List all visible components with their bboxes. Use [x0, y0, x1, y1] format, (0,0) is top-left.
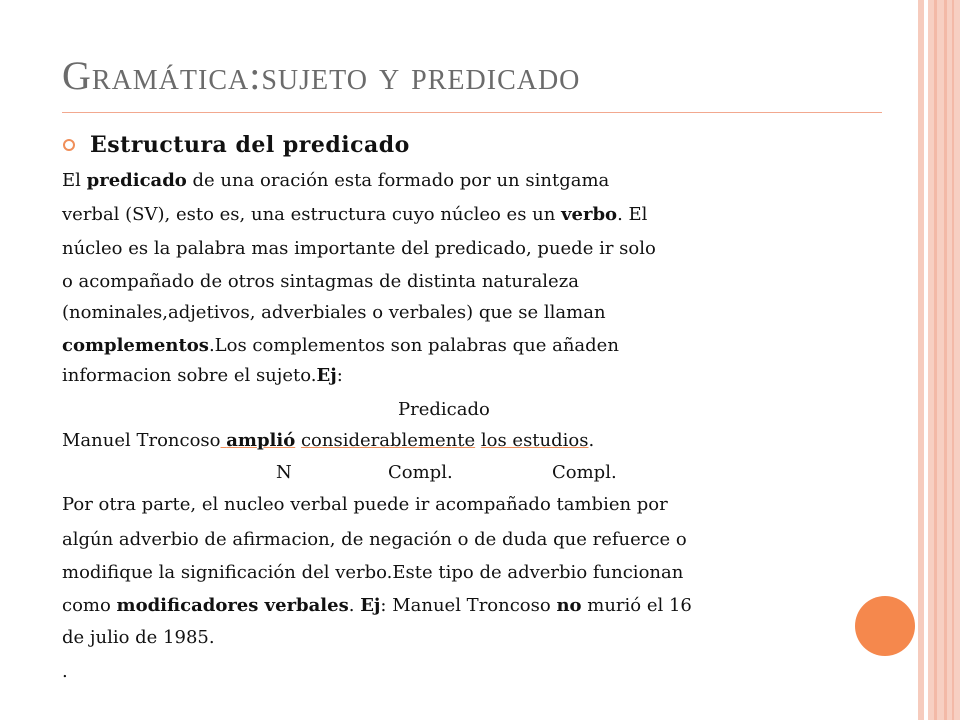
text-run: . [348, 595, 361, 616]
body-line: (nominales,adjetivos, adverbiales o verbales) que se llaman [62, 302, 606, 323]
bold-term: Ej [316, 365, 337, 386]
body-line [62, 363, 343, 389]
text-run: murió el 16 [581, 595, 692, 616]
text-run: como [62, 595, 117, 616]
body-line: de julio de 1985. [62, 627, 215, 648]
decor-stripe [944, 0, 947, 720]
text-run: . [588, 430, 595, 451]
decor-stripe [952, 0, 954, 720]
example-sentence [62, 428, 594, 454]
bold-term: no [556, 595, 582, 616]
decor-circle [855, 596, 915, 656]
body-line [62, 333, 619, 359]
slide-title: Gramática:sujeto y predicado [62, 53, 581, 98]
body-line: núcleo es la palabra mas importante del predicado, puede ir solo [62, 238, 656, 259]
text-run: informacion sobre el sujeto. [62, 365, 317, 386]
label-nucleus: N [276, 462, 292, 483]
text-run: de una oración esta formado por un sintgama [186, 170, 610, 191]
bold-term: predicado [86, 170, 187, 191]
text-run: : Manuel Troncoso [380, 595, 557, 616]
verb-nucleus: amplió [226, 430, 296, 451]
text-run: : [336, 365, 343, 386]
body-line [62, 593, 692, 619]
bold-term: Ej [360, 595, 381, 616]
complement-2: los estudios [480, 430, 589, 451]
bullet-icon [63, 139, 75, 151]
title-divider [62, 112, 882, 113]
decor-stripe [918, 0, 924, 720]
body-line: algún adverbio de afirmacion, de negación o de duda que refuerce o [62, 529, 687, 550]
label-complement: Compl. [388, 462, 453, 483]
body-line: o acompañado de otros sintagmas de distinta naturaleza [62, 271, 579, 292]
body-line [62, 202, 647, 228]
complement-1: considerablemente [300, 430, 476, 451]
bullet-heading: Estructura del predicado [90, 132, 410, 158]
predicate-label: Predicado [398, 399, 490, 420]
text-run: verbal (SV), esto es, una estructura cuyo núcleo es un [62, 204, 562, 225]
decor-stripe [934, 0, 937, 720]
label-complement: Compl. [552, 462, 617, 483]
bold-term: complementos [62, 335, 209, 356]
body-line: modifique la significación del verbo.Este tipo de adverbio funcionan [62, 562, 684, 583]
body-line: Por otra parte, el nucleo verbal puede ir acompañado tambien por [62, 494, 668, 515]
text-run: El [62, 170, 87, 191]
body-line [62, 168, 609, 194]
bold-term: verbo [561, 204, 618, 225]
subject-phrase: Manuel Troncoso [62, 430, 221, 451]
bold-term: modificadores verbales [116, 595, 349, 616]
text-run: . El [617, 204, 648, 225]
text-run: .Los complementos son palabras que añaden [208, 335, 619, 356]
body-line: . [62, 661, 68, 682]
